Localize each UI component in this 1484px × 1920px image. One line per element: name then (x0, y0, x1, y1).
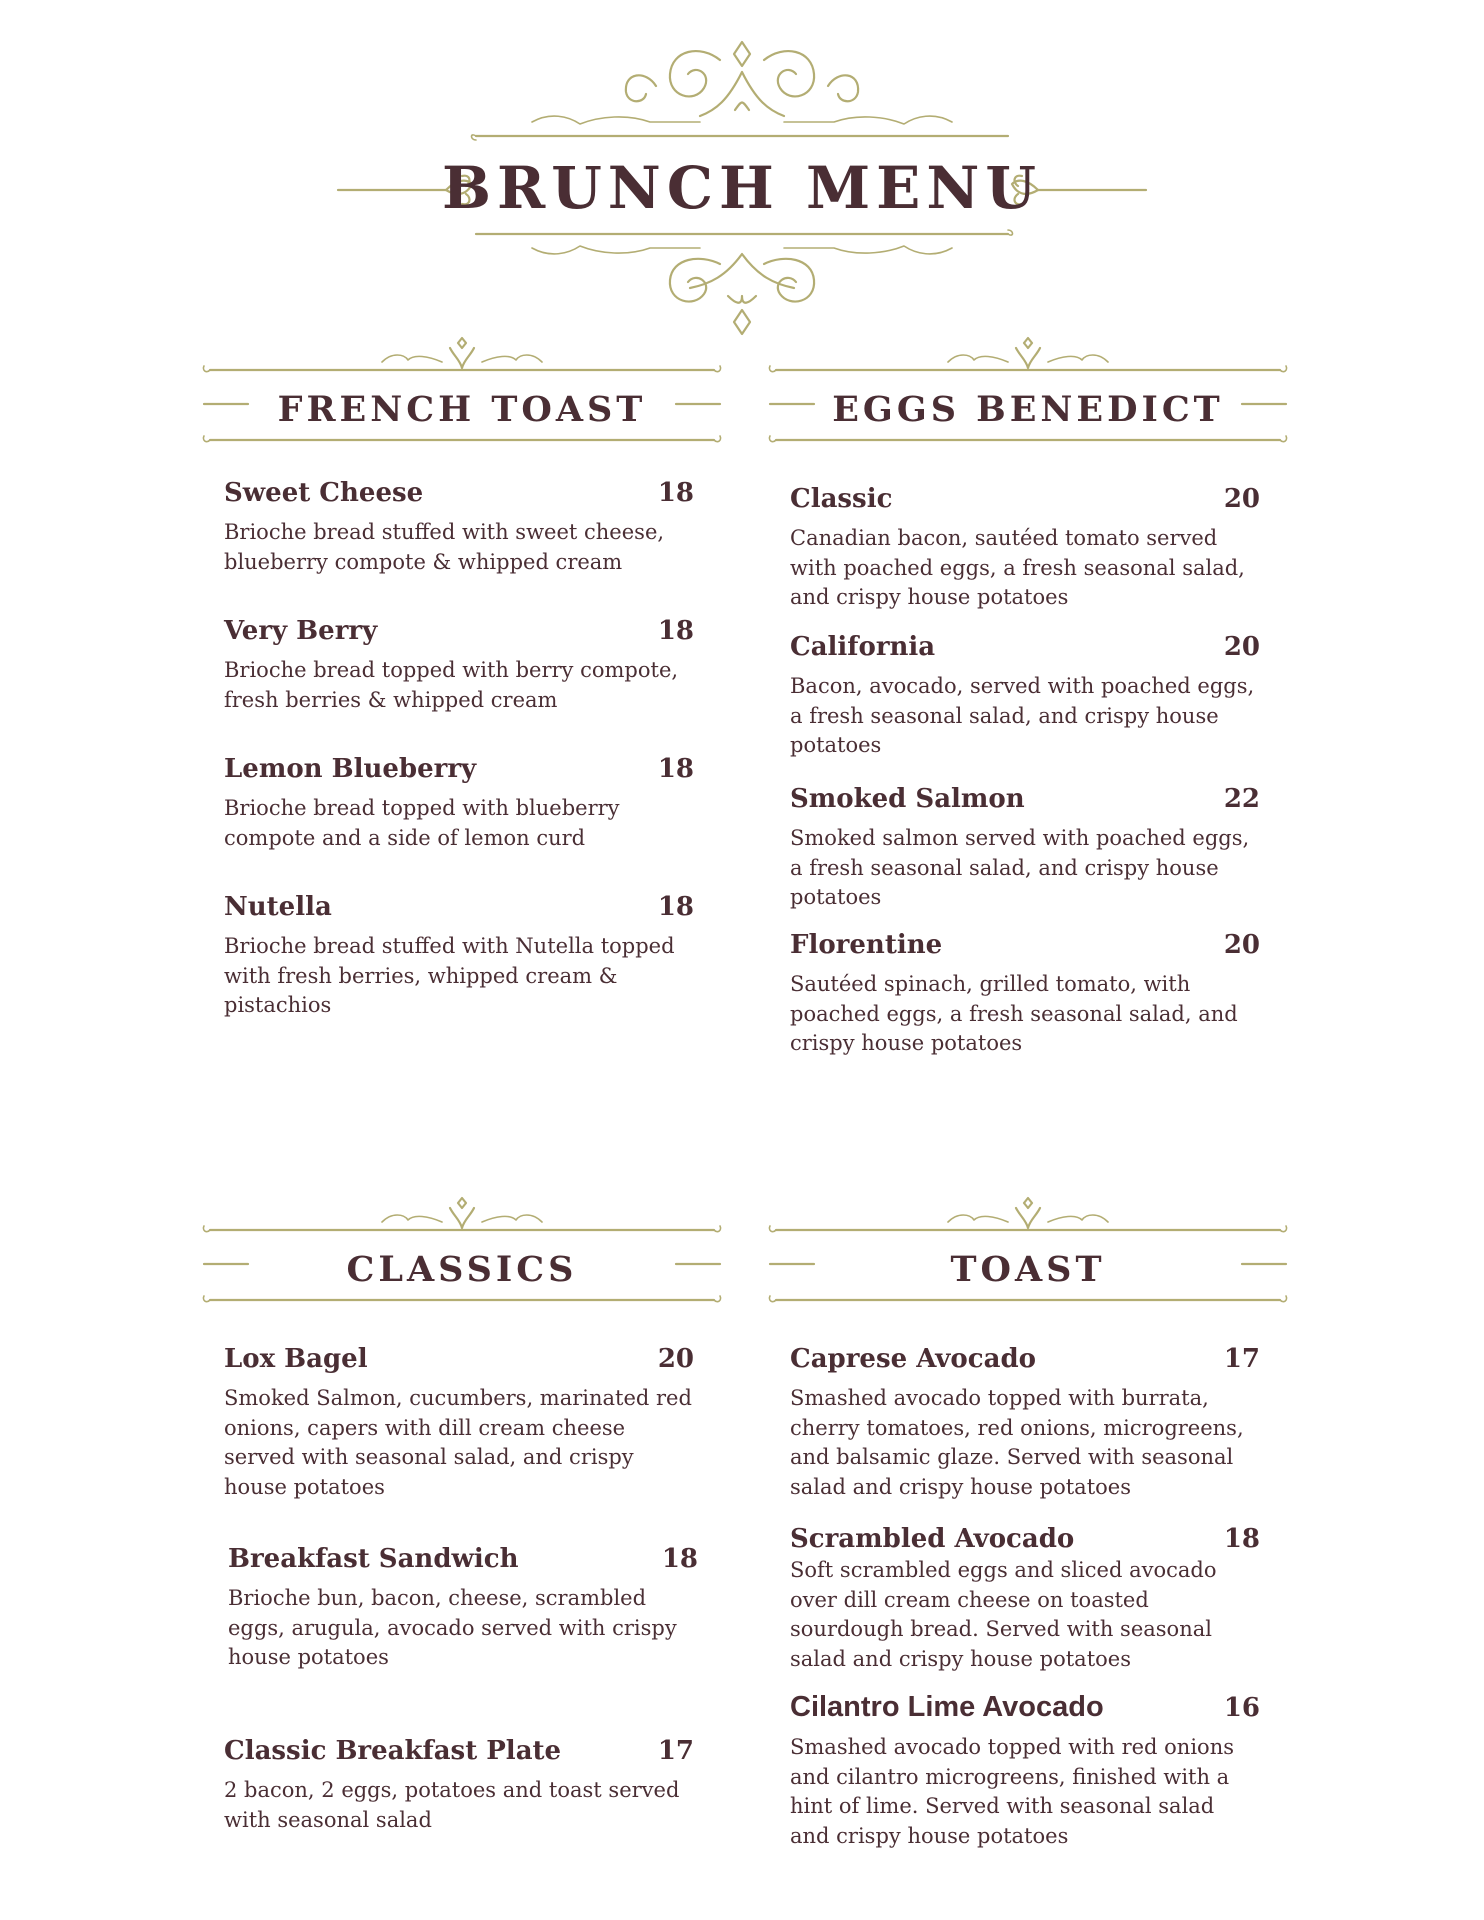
section-title: CLASSICS (346, 1249, 578, 1290)
item-name: Caprese Avocado (790, 1344, 1036, 1374)
menu-item (790, 1690, 1260, 1851)
menu-item (790, 782, 1260, 913)
item-description: Brioche bread stuffed with sweet cheese, blueberry compote & whipped cream (224, 520, 665, 574)
menu-item (224, 1734, 694, 1835)
section-header (768, 1196, 1288, 1336)
menu-item (224, 476, 694, 577)
item-price: 18 (657, 616, 694, 646)
item-price: 16 (1223, 1693, 1260, 1723)
item-price: 18 (661, 1544, 698, 1574)
menu-item (224, 890, 694, 1021)
section-french-toast (202, 336, 722, 1017)
item-price: 20 (657, 1344, 694, 1374)
section-classics (202, 1196, 722, 1832)
item-description: Brioche bread topped with berry compote, fresh berries & whipped cream (224, 658, 679, 712)
item-description: Brioche bread stuffed with Nutella topped with fresh berries, whipped cream & pistachios (224, 934, 675, 1017)
item-description: 2 bacon, 2 eggs, potatoes and toast served with seasonal salad (224, 1778, 680, 1832)
menu-item (790, 1522, 1260, 1674)
item-price: 18 (657, 478, 694, 508)
section-header (202, 336, 722, 476)
item-price: 17 (1223, 1344, 1260, 1374)
menu-item (790, 1342, 1260, 1502)
menu-item (224, 614, 694, 715)
item-description: Soft scrambled eggs and sliced avocado over dill cream cheese on toasted sourdough bread. Served with seasonal salad and crispy house potatoes (790, 1558, 1217, 1671)
menu-item (224, 752, 694, 853)
section-header (768, 336, 1288, 476)
item-price: 17 (657, 1736, 694, 1766)
item-name: Florentine (790, 930, 943, 960)
item-description: Sautéed spinach, grilled tomato, with poached eggs, a fresh seasonal salad, and crispy house potatoes (790, 972, 1238, 1055)
item-name: Cilantro Lime Avocado (790, 1691, 1104, 1723)
section-title: EGGS BENEDICT (832, 389, 1224, 430)
menu-item (228, 1542, 698, 1673)
item-price: 18 (1223, 1524, 1260, 1554)
item-name: Scrambled Avocado (790, 1524, 1075, 1554)
section-eggs-benedict (768, 336, 1288, 1055)
item-name: Classic Breakfast Plate (224, 1736, 562, 1766)
item-description: Bacon, avocado, served with poached eggs, a fresh seasonal salad, and crispy house potatoes (790, 674, 1255, 757)
item-description: Brioche bread topped with blueberry compote and a side of lemon curd (224, 796, 620, 850)
menu-item (790, 928, 1260, 1059)
menu-item (790, 482, 1260, 613)
item-description: Smashed avocado topped with red onions and cilantro microgreens, finished with a hint of lime. Served with seasonal salad and crispy house potatoes (790, 1735, 1234, 1848)
item-name: Lox Bagel (224, 1344, 368, 1374)
section-toast (768, 1196, 1288, 1848)
item-description: Smoked salmon served with poached eggs, a fresh seasonal salad, and crispy house potatoes (790, 826, 1250, 909)
menu-title: BRUNCH MENU (442, 154, 1042, 222)
item-name: Nutella (224, 892, 332, 922)
item-name: Sweet Cheese (224, 478, 424, 508)
item-description: Canadian bacon, sautéed tomato served with poached eggs, a fresh seasonal salad, and crispy house potatoes (790, 526, 1245, 609)
item-price: 18 (657, 754, 694, 784)
item-price: 22 (1223, 784, 1260, 814)
item-price: 20 (1223, 632, 1260, 662)
item-name: Lemon Blueberry (224, 754, 477, 784)
item-name: Very Berry (224, 616, 378, 646)
section-title: TOAST (950, 1249, 1106, 1290)
item-price: 18 (657, 892, 694, 922)
item-description: Smoked Salmon, cucumbers, marinated red onions, capers with dill cream cheese served with seasonal salad, and crispy house potatoes (224, 1386, 692, 1499)
menu-item (224, 1342, 694, 1502)
menu-item (790, 630, 1260, 761)
item-name: Classic (790, 484, 893, 514)
item-name: Breakfast Sandwich (228, 1544, 519, 1574)
item-price: 20 (1223, 484, 1260, 514)
item-name: Smoked Salmon (790, 784, 1025, 814)
section-title: FRENCH TOAST (277, 389, 647, 430)
section-header (202, 1196, 722, 1336)
item-description: Brioche bun, bacon, cheese, scrambled eggs, arugula, avocado served with crispy house potatoes (228, 1586, 677, 1669)
item-name: California (790, 632, 936, 662)
item-price: 20 (1223, 930, 1260, 960)
item-description: Smashed avocado topped with burrata, cherry tomatoes, red onions, microgreens, and balsamic glaze. Served with seasonal salad and crispy house potatoes (790, 1386, 1244, 1499)
